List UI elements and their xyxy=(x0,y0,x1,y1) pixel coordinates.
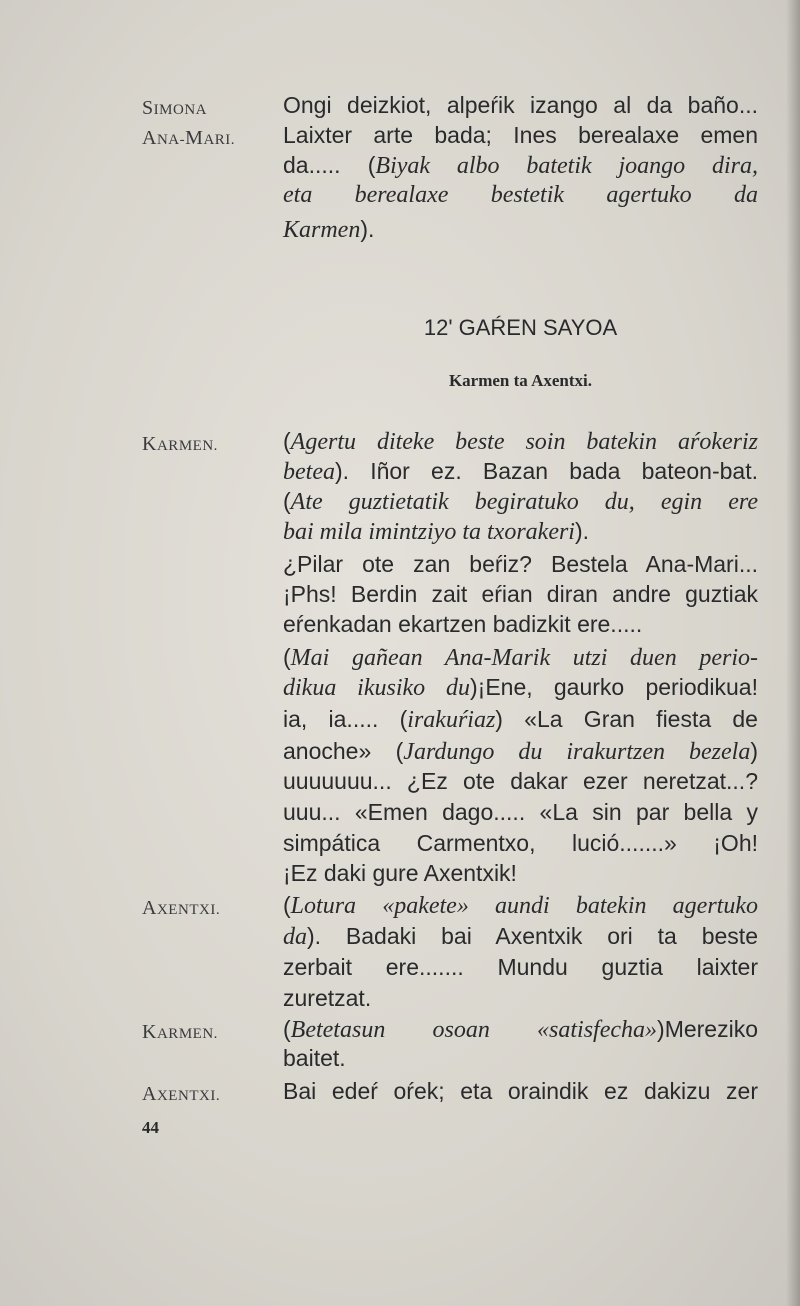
speaker-ana-mari: ANA-MARI. xyxy=(142,127,236,149)
stage-direction: Karmen xyxy=(283,217,361,243)
text-line: ¡Phs! Berdin zait eŕian diran andre guztiak xyxy=(283,581,758,607)
text-line: uuu... «Emen dago..... «La sin par bella y xyxy=(283,799,758,825)
text-fragment: ( xyxy=(283,1016,291,1042)
text-line: eŕenkadan ekartzen badizkit ere..... xyxy=(283,611,643,637)
section-title: 12' GAŔEN SAYOA xyxy=(423,315,618,340)
text-fragment: ia, ia..... ( xyxy=(283,706,408,732)
speaker-karmen: KARMEN. xyxy=(142,433,218,455)
text-line: zuretzat. xyxy=(283,985,372,1011)
text-line xyxy=(283,672,758,703)
speaker-axentxi: AXENTXI. xyxy=(142,897,221,919)
text-fragment: anoche» ( xyxy=(283,738,404,764)
speaker-karmen: KARMEN. xyxy=(142,1021,218,1043)
text-line: Ongi deizkiot, alpeŕik izango al da baño... xyxy=(283,92,758,118)
text-line xyxy=(283,456,758,487)
text-line: baitet. xyxy=(283,1045,346,1071)
text-line xyxy=(283,150,758,181)
text-line xyxy=(283,736,758,767)
text-line xyxy=(283,890,758,921)
text-line xyxy=(283,426,758,457)
stage-direction: da xyxy=(283,924,307,950)
text-fragment: ( xyxy=(283,644,291,670)
text-fragment: ( xyxy=(283,428,291,454)
text-line: ¿Pilar ote zan beŕiz? Bestela Ana-Mari... xyxy=(283,551,758,577)
text-fragment: ( xyxy=(283,892,291,918)
stage-direction: Jardungo du irakurtzen bezela xyxy=(403,739,751,765)
text-fragment: ). xyxy=(360,216,375,242)
text-line: uuuuuuu... ¿Ez ote dakar ezer neretzat...? xyxy=(283,768,758,794)
text-fragment: ) «La Gran fiesta de xyxy=(495,706,758,732)
speaker-simona: SIMONA xyxy=(142,97,207,119)
stage-direction: dikua ikusiko du xyxy=(283,675,471,701)
page-spine-shadow xyxy=(786,0,800,1306)
text-fragment: ( xyxy=(283,488,291,514)
speaker-axentxi: AXENTXI. xyxy=(142,1083,221,1105)
text-line xyxy=(283,642,758,673)
text-line: zerbait ere....... Mundu guztia laixter xyxy=(283,954,758,980)
text-line: simpática Carmentxo, lució.......» ¡Oh! xyxy=(283,830,758,856)
text-fragment: ). Iñor ez. Bazan bada bateon-bat. xyxy=(334,458,758,484)
stage-direction: bai mila imintziyo ta txorakeri xyxy=(283,519,575,545)
text-fragment: )Mereziko xyxy=(657,1016,758,1042)
stage-direction: irakuŕiaz xyxy=(407,707,496,733)
text-line xyxy=(283,704,758,735)
text-line: ¡Ez daki gure Axentxik! xyxy=(283,860,517,886)
text-fragment: ). Badaki bai Axentxik ori ta beste xyxy=(307,923,758,949)
text-fragment: da..... ( xyxy=(283,152,376,178)
page-number: 44 xyxy=(142,1118,159,1137)
stage-direction: Agertu diteke beste soin batekin aŕokeriz xyxy=(290,429,758,455)
stage-direction: Ate guztietatik begiratuko du, egin ere xyxy=(290,489,758,515)
section-characters: Karmen ta Axentxi. xyxy=(448,371,593,390)
text-line xyxy=(283,214,758,245)
text-line: Bai edeŕ oŕek; eta oraindik ez dakizu zer xyxy=(283,1078,758,1104)
text-fragment: ). xyxy=(574,518,590,544)
text-fragment: ) xyxy=(750,738,758,764)
text-fragment: )¡Ene, gaurko periodikua! xyxy=(470,674,758,700)
text-line xyxy=(283,1014,758,1045)
text-line xyxy=(283,486,758,517)
stage-direction: Lotura «pakete» aundi batekin agertuko xyxy=(290,893,758,919)
stage-direction: Mai gañean Ana-Marik utzi duen perio- xyxy=(290,645,758,671)
stage-direction-line: eta berealaxe bestetik agertuko da xyxy=(283,182,758,208)
text-line: Laixter arte bada; Ines berealaxe emen xyxy=(283,122,758,148)
text-line xyxy=(283,921,758,952)
stage-direction: betea xyxy=(283,459,335,485)
text-line xyxy=(283,516,758,547)
stage-direction: Betetasun osoan «satisfecha» xyxy=(290,1017,658,1043)
stage-direction: Biyak albo batetik joango dira, xyxy=(375,153,758,179)
